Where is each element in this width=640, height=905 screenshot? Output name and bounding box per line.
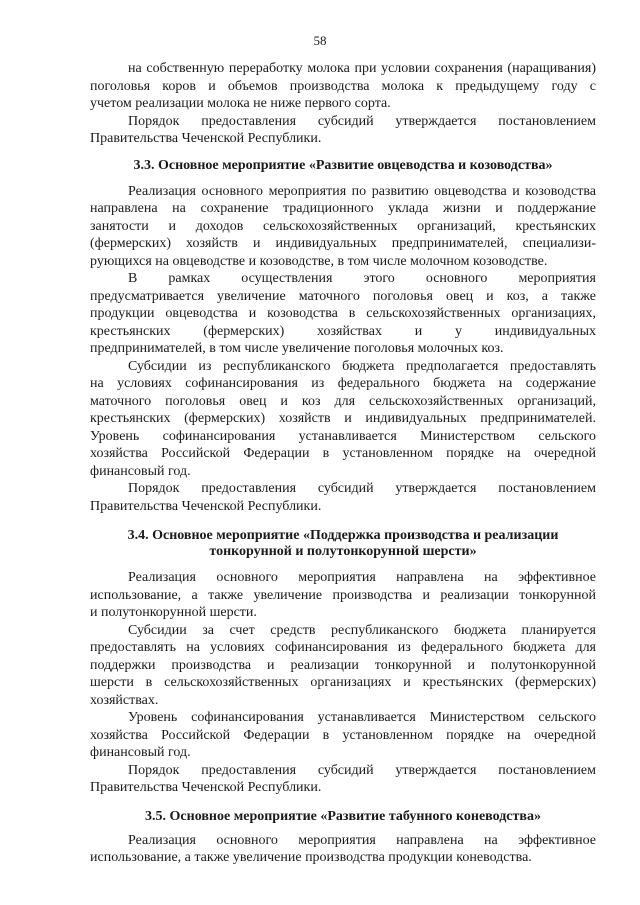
text-line: маточного поголовья овец и коз для сельскохозяйственных организаций, — [90, 393, 596, 409]
text-line: Правительства Чеченской Республики. — [90, 780, 322, 795]
paragraph — [90, 358, 596, 481]
text-line: Правительства Чеченской Республики. — [90, 131, 322, 146]
text-line: крестьянских (фермерских) хозяйств и индивидуальных предпринимателей. — [90, 411, 596, 426]
paragraph — [90, 183, 596, 271]
paragraph — [90, 270, 596, 358]
section-heading — [90, 809, 596, 825]
text-line: Субсидии из республиканского бюджета предполагается предоставлять — [128, 358, 596, 374]
text-line: предусматривается увеличение маточного поголовья овец и коз, а также — [90, 288, 596, 304]
text-line: занятости и доходов сельскохозяйственных организаций, крестьянских — [90, 218, 596, 234]
text-line: использование, а также увеличение производства и реализации тонкорунной — [90, 587, 596, 603]
text-line: Правительства Чеченской Республики. — [90, 498, 322, 514]
text-line: Субсидии за счет средств республиканского бюджета планируется — [128, 622, 596, 638]
heading-line: тонкорунной и полутонкорунной шерсти» — [209, 544, 477, 559]
text-line: Реализация основного мероприятия по развитию овцеводства и козоводства — [128, 183, 596, 199]
text-line: продукции овцеводства и козоводства в сельскохозяйственных организациях, — [90, 306, 596, 321]
text-line: крестьянских (фермерских) хозяйствах и у индивидуальных — [90, 323, 596, 339]
text-line: Реализация основного мероприятия направлена на эффективное — [128, 570, 596, 585]
heading-line: 3.5. Основное мероприятие «Развитие табунного коневодства» — [145, 808, 541, 824]
text-line: поддержки производства и реализации тонкорунной и полутонкорунной — [90, 657, 596, 673]
paragraph — [90, 622, 596, 710]
paragraph — [90, 762, 596, 797]
text-line: рующихся на овцеводстве и козоводстве, в том числе молочном козоводстве. — [90, 253, 548, 269]
heading-line: 3.4. Основное мероприятие «Поддержка производства и реализации — [127, 528, 559, 543]
text-line: финансовый год. — [90, 463, 191, 479]
text-line: В рамках осуществления этого основного мероприятия — [128, 271, 596, 286]
text-line: финансовый год. — [90, 745, 191, 760]
paragraph — [90, 709, 596, 762]
text-line: хозяйства Российской Федерации в установленном порядке на очередной — [90, 446, 596, 461]
text-line: поголовья коров и объемов производства молока к предыдущему году с — [90, 78, 596, 94]
text-line: предоставлять на условиях софинансирования из федерального бюджета для — [90, 640, 596, 655]
paragraph — [90, 832, 596, 867]
text-line: предпринимателей, в том числе увеличение поголовья молочных коз. — [90, 341, 504, 356]
text-line: Порядок предоставления субсидий утверждается постановлением — [128, 481, 596, 496]
text-line: (фермерских) хозяйств и индивидуальных предпринимателей, специализи- — [90, 236, 596, 251]
document-body — [90, 60, 596, 867]
page-number: 58 — [313, 33, 327, 48]
text-line: хозяйства Российской Федерации в установленном порядке на очередной — [90, 727, 596, 743]
section-heading — [90, 528, 596, 560]
paragraph — [90, 480, 596, 515]
text-line: Реализация основного мероприятия направлена на эффективное — [128, 832, 596, 848]
paragraph — [90, 113, 596, 148]
text-line: Порядок предоставления субсидий утверждается постановлением — [128, 113, 596, 129]
text-line: направлена на сохранение традиционного уклада жизни и поддержание — [90, 201, 596, 216]
text-line: шерсти в сельскохозяйственных организациях и крестьянских (фермерских) — [90, 675, 596, 690]
text-line: учетом реализации молока не ниже первого сорта. — [90, 96, 391, 111]
text-line: Порядок предоставления субсидий утверждается постановлением — [128, 762, 596, 778]
text-line: на собственную переработку молока при условии сохранения (наращивания) — [128, 61, 596, 76]
text-line: Уровень софинансирования устанавливается Министерством сельского — [90, 428, 596, 444]
section-heading — [90, 158, 596, 174]
text-line: на условиях софинансирования из федерального бюджета на содержание — [90, 376, 596, 391]
heading-line: 3.3. Основное мероприятие «Развитие овцеводства и козоводства» — [133, 157, 553, 173]
text-line: и полутонкорунной шерсти. — [90, 605, 257, 620]
text-line: хозяйствах. — [90, 692, 159, 708]
paragraph — [90, 569, 596, 622]
paragraph — [90, 60, 596, 113]
text-line: Уровень софинансирования устанавливается Министерством сельского — [128, 710, 596, 725]
text-line: использование, а также увеличение производства продукции коневодства. — [90, 850, 532, 865]
